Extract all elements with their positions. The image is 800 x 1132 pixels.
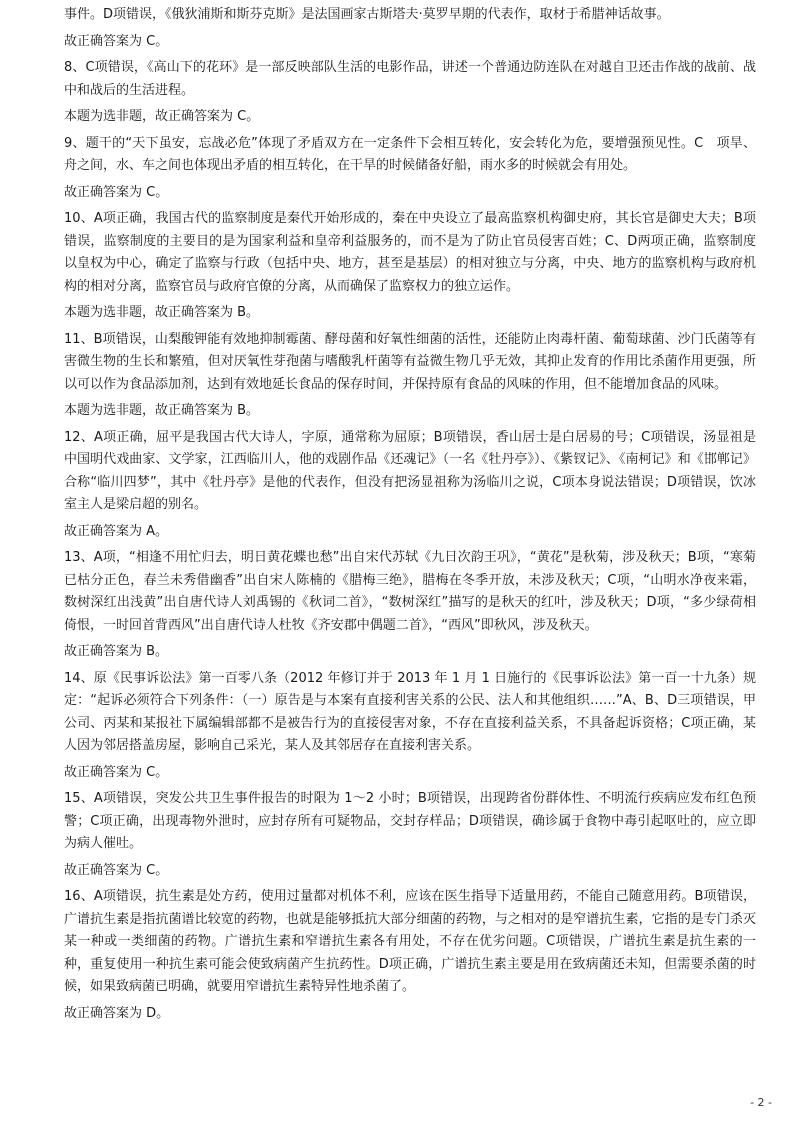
paragraph: 11、B项错误，山梨酸钾能有效地抑制霉菌、酵母菌和好氧性细菌的活性，还能防止肉毒杆菌、葡萄球菌、沙门氏菌等有害微生物的生长和繁殖，但对厌氧性芽孢菌与嗜酸乳杆菌等有益微生物几乎无效，其抑止发育的作用比杀菌作用更强，所以可以作为食品添加剂，达到有效地延长食品的保存时间，并保持原有食品的风味的作用，但不能增加食品的风味。 (64, 331, 756, 392)
answer-line: 故正确答案为 C。 (64, 862, 169, 878)
answer-line: 故正确答案为 D。 (64, 1005, 170, 1021)
paragraph: 9、题干的“天下虽安，忘战必危”体现了矛盾双方在一定条件下会相互转化，安会转化为危，要增强预见性。C 项旱、舟之间，水、车之间也体现出矛盾的相互转化，在干旱的时候储备好船，雨水多的时候就会有用处。 (64, 135, 756, 173)
answer-line: 本题为选非题，故正确答案为 B。 (64, 305, 260, 320)
document-page (64, 0, 756, 1132)
document-body (64, 4, 756, 1025)
paragraph: 10、A项正确，我国古代的监察制度是秦代开始形成的，秦在中央设立了最高监察机构御史府，其长官是御史大夫；B项错误，监察制度的主要目的是为国家利益和皇帝利益服务的，而不是为了防止官员侵害百姓；C、D两项正确，监察制度以皇权为中心，确定了监察与行政（包括中央、地方，甚至是基层）的相对独立与分离，中央、地方的监察机构与政府机构的相对分离，监察官员与政府官僚的分离，从而确保了监察权力的独立运作。 (64, 211, 756, 294)
paragraph: 事件。D项错误，《俄狄浦斯和斯芬克斯》是法国画家古斯塔夫·莫罗早期的代表作，取材于希腊神话故事。 (64, 7, 670, 22)
answer-line: 故正确答案为 C。 (64, 33, 169, 49)
page-number: - 2 - (750, 1096, 772, 1109)
paragraph: 13、A项，“相逢不用忙归去，明日黄花蝶也愁”出自宋代苏轼《九日次韵王巩》，“黄花”是秋菊，涉及秋天；B项，“寒菊已枯分正色，春兰未秀借幽香”出自宋人陈楠的《腊梅三绝》，腊梅在冬季开放，未涉及秋天；C项，“山明水净夜来霜，数树深红出浅黄”出自唐代诗人刘禹锡的《秋词二首》，“数树深红”描写的是秋天的红叶，涉及秋天；D项，“多少绿荷相倚恨，一时回首背西风”出自唐代诗人杜牧《齐安郡中偶题二首》，“西风”即秋风，涉及秋天。 (64, 550, 756, 633)
paragraph: 15、A项错误，突发公共卫生事件报告的时限为 1～2 小时；B项错误，出现跨省份群体性、不明流行疾病应发布红色预警；C项正确，出现毒物外泄时，应封存所有可疑物品，交封存样品；D项错误，确诊属于食物中毒引起呕吐的，应立即为病人催吐。 (64, 791, 756, 851)
answer-line: 故正确答案为 A。 (64, 523, 169, 539)
paragraph: 8、C项错误，《高山下的花环》是一部反映部队生活的电影作品，讲述一个普通边防连队在对越自卫还击作战的战前、战中和战后的生活进程。 (64, 60, 756, 98)
answer-line: 本题为选非题，故正确答案为 C。 (64, 109, 260, 124)
answer-line: 故正确答案为 B。 (64, 644, 169, 659)
paragraph: 14、原《民事诉讼法》第一百零八条（2012 年修订并于 2013 年 1 月 1 日施行的《民事诉讼法》第一百一十九条）规定：“起诉必须符合下列条件：（一）原告是与本案有直接利害关系的公民、法人和其他组织……”A、B、D三项错误，甲公司、丙某和某报社下属编辑部都不是被告行为的直接侵害对象，不存在直接利益关系，不具备起诉资格；C项正确，某人因为邻居搭盖房屋，影响自己采光，某人及其邻居存在直接利害关系。 (64, 670, 756, 753)
paragraph: 12、A项正确，屈平是我国古代大诗人，字原，通常称为屈原；B项错误，香山居士是白居易的号；C项错误，汤显祖是中国明代戏曲家、文学家，江西临川人，他的戏剧作品《还魂记》（一名《牡丹亭》）、《紫钗记》、《南柯记》和《邯郸记》合称“临川四梦”，其中《牡丹亭》是他的代表作，但没有把汤显祖称为汤临川之说，C项本身说法错误；D项错误，饮冰室主人是梁启超的别名。 (64, 429, 756, 512)
answer-line: 故正确答案为 C。 (64, 184, 169, 200)
answer-line: 本题为选非题，故正确答案为 B。 (64, 403, 260, 418)
answer-line: 故正确答案为 C。 (64, 764, 169, 780)
paragraph: 16、A项错误，抗生素是处方药，使用过量都对机体不利，应该在医生指导下适量用药，不能自己随意用药。B项错误，广谱抗生素是指抗菌谱比较宽的药物，也就是能够抵抗大部分细菌的药物，与之相对的是窄谱抗生素，它指的是专门杀灭某一种或一类细菌的药物。广谱抗生素和窄谱抗生素各有用处，不存在优劣问题。C项错误，广谱抗生素是抗生素的一种，重复使用一种抗生素可能会使致病菌产生抗药性。D项正确，广谱抗生素主要是用在致病菌还未知，但需要杀菌的时候，如果致病菌已明确，就要用窄谱抗生素特异性地杀菌了。 (64, 889, 756, 994)
